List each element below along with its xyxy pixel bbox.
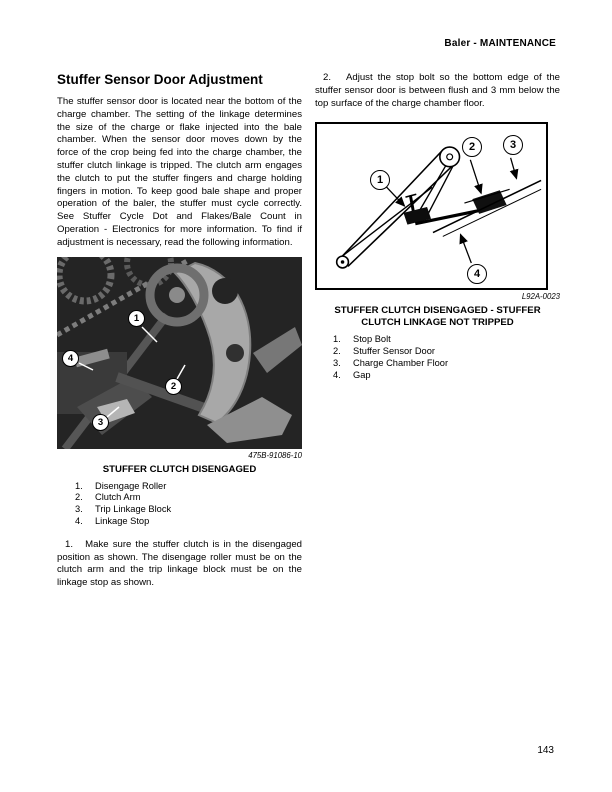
photo-callout-4: 4 — [62, 350, 79, 367]
legend-label: Clutch Arm — [95, 492, 141, 503]
legend-number: 4. — [75, 515, 83, 526]
legend-item — [75, 492, 302, 504]
photo-figure-stuffer-clutch — [57, 257, 302, 449]
legend-number: 2. — [75, 492, 83, 503]
diagram-callout-1: 1 — [370, 170, 390, 190]
photo-callout-2: 2 — [165, 378, 182, 395]
legend-number: 3. — [75, 504, 83, 515]
legend-item — [75, 481, 302, 493]
legend-item — [75, 516, 302, 528]
step-1-paragraph: 1. Make sure the stuffer clutch is in the disengaged position as shown. The disengage roller must be on the clutch arm and the trip linkage block must be on the linkage stop as shown. — [57, 538, 302, 589]
intro-paragraph: The stuffer sensor door is located near the bottom of the charge chamber. The setting of the linkage determines the size of the charge or flake injected into the bale chamber. When the sensor door moves down by the force of the crop being fed into the charge chamber, the stuffer clutch linkage is tripped. The clutch arm engages the clutch to put the stuffer fingers and charge holding fingers in motion. To keep good bale shape and proper operation of the baler, the stuffer must cycle correctly. See Stuffer Cycle Dot and Flakes/Bale Count in Operation - Electronics for more information. To find if adjustment is necessary, read the following information. — [57, 96, 302, 248]
legend-item — [333, 334, 560, 346]
two-column-layout — [57, 72, 560, 590]
legend-label: Linkage Stop — [95, 515, 150, 526]
diagram-figure-stop-bolt — [315, 122, 548, 290]
legend-item — [333, 358, 560, 370]
legend-number: 2. — [333, 346, 341, 357]
header-title: Baler - MAINTENANCE — [444, 38, 556, 49]
diagram-legend-list — [333, 334, 560, 381]
page-number: 143 — [537, 745, 554, 756]
legend-label: Trip Linkage Block — [95, 504, 172, 515]
diagram-callout-3: 3 — [503, 135, 523, 155]
figure-reference-number: 475B-91086-10 — [248, 450, 302, 460]
diagram-callout-2: 2 — [462, 137, 482, 157]
photo-legend-list — [75, 481, 302, 528]
legend-number: 3. — [333, 357, 341, 368]
legend-label: Disengage Roller — [95, 480, 167, 491]
diagram-callout-4: 4 — [467, 264, 487, 284]
section-title: Stuffer Sensor Door Adjustment — [57, 72, 263, 87]
legend-label: Stuffer Sensor Door — [353, 346, 435, 357]
legend-label: Stop Bolt — [353, 334, 391, 345]
figure-caption: STUFFER CLUTCH DISENGAGED - STUFFER CLUTCH LINKAGE NOT TRIPPED — [334, 305, 541, 329]
legend-item — [333, 346, 560, 358]
legend-number: 1. — [333, 334, 341, 345]
legend-number: 1. — [75, 480, 83, 491]
legend-label: Charge Chamber Floor — [353, 357, 449, 368]
legend-item — [75, 504, 302, 516]
photo-callout-1: 1 — [128, 310, 145, 327]
legend-label: Gap — [353, 369, 371, 380]
left-column — [57, 72, 302, 590]
legend-number: 4. — [333, 369, 341, 380]
page-header — [444, 38, 556, 49]
step-2-paragraph: 2. Adjust the stop bolt so the bottom edge of the stuffer sensor door is between flush and 3 mm below the top surface of the charge chamber floor. — [315, 72, 560, 109]
photo-callout-3: 3 — [92, 414, 109, 431]
figure-caption: STUFFER CLUTCH DISENGAGED — [102, 463, 257, 475]
legend-item — [333, 370, 560, 382]
figure-reference-number: L92A-0023 — [521, 292, 560, 302]
right-column — [315, 72, 560, 590]
